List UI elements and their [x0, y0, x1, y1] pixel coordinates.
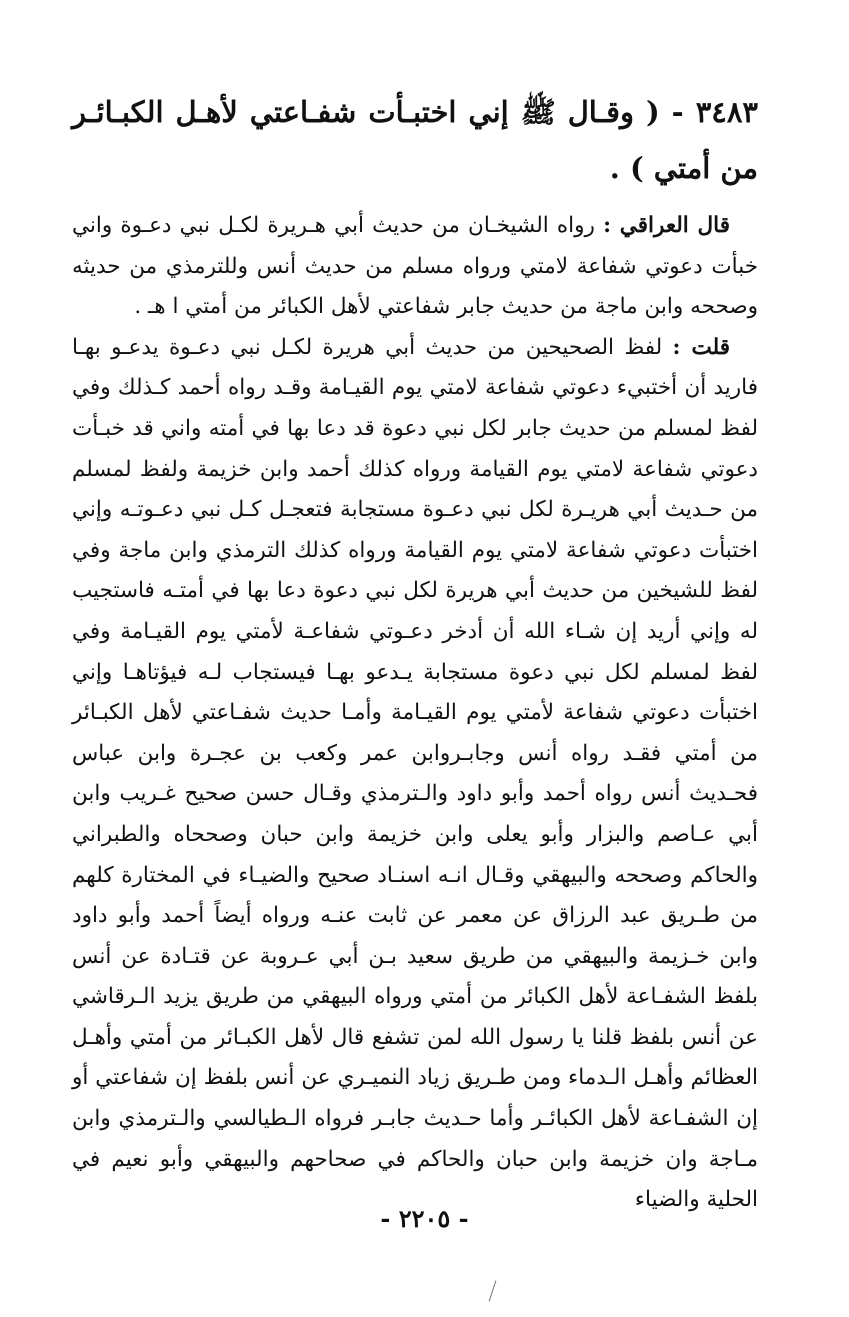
iraqi-commentary	[72, 206, 758, 328]
qultu-lead: قلت :	[672, 334, 730, 360]
hadith-heading: ٣٤٨٣ - ( وقـال ﷺ إني اختبـأت شفـاعتي لأهـل الكبـائـر من أمتي ) .	[72, 95, 758, 185]
qultu-body: لفظ الصحيحين من حديث أبي هريرة لكـل نبي دعـوة يدعـو بهـا فاريد أن أختبيء دعوتي شفاعة لامتي يوم القيـامة وقـد رواه أحمد كـذلك وفي لفظ لمسلم من حديث جابر لكل نبي دعوة قد دعا بها في أمته واني قد خبـأت دعوتي شفاعة لامتي يوم القيامة ورواه كذلك أحمد وابن خزيمة ولفظ لمسلم من حـديث أبي هريـرة لكل نبي دعـوة مستجابة فتعجـل كـل نبي دعـوتـه وإني اختبأت دعوتي شفاعة لامتي يوم القيامة ورواه كذلك الترمذي وابن ماجة وفي لفظ للشيخين من حديث أبي هريرة لكل نبي دعوة دعا بها في أمتـه فاستجيب له وإني أريد إن شـاء الله أن أدخر دعـوتي شفاعـة لأمتي يوم القيـامة وفي لفظ لمسلم لكل نبي دعوة مستجابة يـدعو بهـا فيستجاب لـه فيؤتاهـا وإني اختبأت دعوتي شفاعة لأمتي يوم القيـامة وأمـا حديث شفـاعتي لأهل الكبـائر من أمتي فقـد رواه أنس وجابـروابن عمر وكعب بن عجـرة وابن عباس فحـديث أنس رواه أحمد وأبو داود والـترمذي وقـال حسن صحيح غـريب وابن أبي عـاصم والبزار وأبو يعلى وابن خزيمة وابن حبان وصححاه والطبراني والحاكم وصححه والبيهقي وقـال انـه اسنـاد صحيح والضيـاء في المختارة كلهم من طـريق عبد الرزاق عن معمر عن ثابت عنـه ورواه أيضاً أحمد وأبو داود وابن خـزيمة والبيهقي من طريق سعيد بـن أبي عـروبة عن قتـادة عن أنس بلفظ الشفـاعة لأهل الكبائر من أمتي ورواه البيهقي من طريق يزيد الـرقاشي عن أنس بلفظ قلنا يا رسول الله لمن تشفع قال لأهل الكبـائر من أمتي وأهـل العظائم وأهـل الـدماء ومن طـريق زياد النميـري عن أنس بلفظ إن شفاعتي أو إن الشفـاعة لأهل الكبائـر وأما حـديث جابـر فرواه الـطيالسي والـترمذي وابن مـاجة وان خزيمة وابن حبان والحاكم في صحاحهم والبيهقي وأبو نعيم في الحلية والضياء	[72, 334, 758, 1213]
stray-pen-mark	[489, 1280, 497, 1301]
page-number: - ٢٢٠٥ -	[380, 1204, 469, 1233]
page-text-block	[72, 84, 758, 1221]
author-commentary	[72, 328, 758, 1221]
iraqi-lead: قال العراقي :	[603, 213, 730, 238]
iraqi-body: رواه الشيخـان من حديث أبي هـريرة لكـل نبي دعـوة واني خبأت دعوتي شفاعة لامتي ورواه مسلم من حديث أنس وللترمذي من حديثه وصححه وابن ماجة من حديث جابر شفاعتي لأهل الكبائر من أمتي ا هـ .	[72, 213, 758, 320]
